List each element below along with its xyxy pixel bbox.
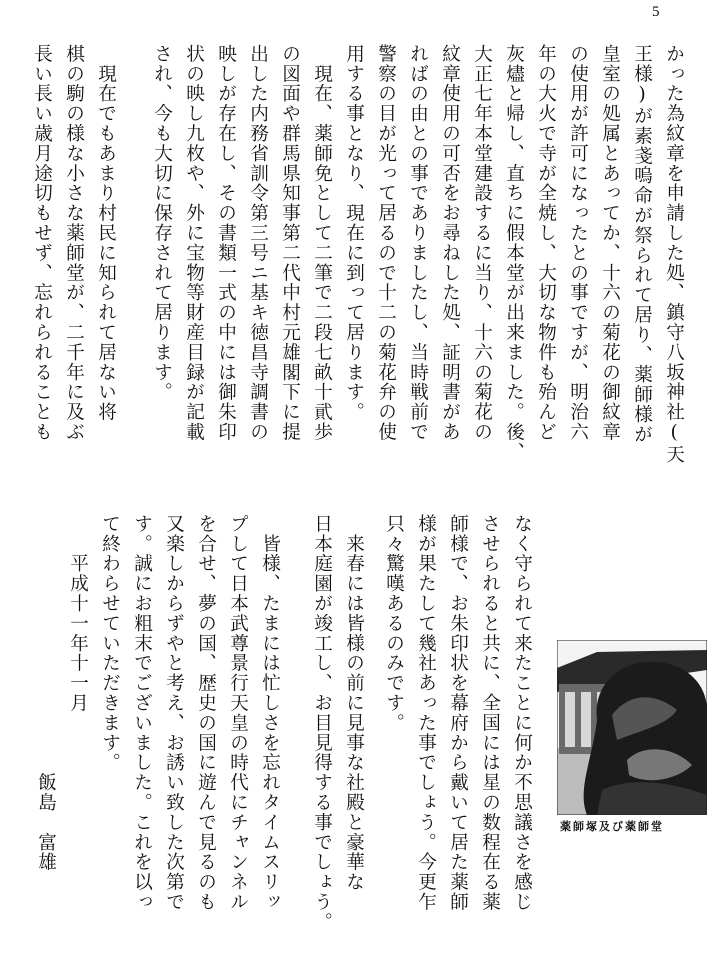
text-column: 灰燼と帰し、直ちに假本堂が出来ました。後、 bbox=[503, 44, 525, 462]
text-column: の使用が許可になったとの事ですが、明治六 bbox=[567, 44, 589, 442]
text-column: 棋の駒の様な小さな薬師堂が、二千年に及ぶ bbox=[63, 44, 85, 442]
text-column: 師様で、お朱印状を幕府から戴いて居た薬師 bbox=[447, 514, 469, 912]
text-column: 王様)が素戔嗚命が祭られて居り、薬師様が bbox=[631, 44, 653, 445]
text-column: ればの由との事でありましたし、当時戦前で bbox=[407, 44, 429, 442]
text-column: され、今も大切に保存されて居ります。 bbox=[151, 44, 173, 403]
text-column: 皇室の処属とあってか、十六の菊花の御紋章 bbox=[599, 44, 621, 442]
text-column: 来春には皆様の前に見事な社殿と豪華な bbox=[343, 514, 365, 893]
photo-caption: 薬師塚及び薬師堂 bbox=[560, 820, 664, 833]
temple-photo bbox=[557, 640, 707, 815]
text-column: を合せ、夢の国、歴史の国に遊んで見るのも bbox=[195, 514, 217, 912]
text-column: 日本庭園が竣工し、お目見得する事でしょう。 bbox=[311, 514, 333, 932]
text-column: かった為紋章を申請した処、鎮守八坂神社(天 bbox=[663, 44, 685, 465]
author-column: 飯島 富雄 bbox=[35, 514, 57, 873]
text-column: 現在、薬師免として二筆で二段七畝十貮歩 bbox=[311, 44, 333, 442]
text-column: させられると共に、全国には星の数程在る薬 bbox=[479, 514, 501, 912]
text-column: す。誠にお粗末でございました。これを以っ bbox=[131, 514, 153, 912]
page-number: 5 bbox=[652, 4, 660, 20]
text-column: 皆様、たまには忙しさを忘れタイムスリッ bbox=[259, 514, 281, 912]
text-column: 現在でもあまり村民に知られて居ない将 bbox=[95, 44, 117, 423]
text-column: て終わらせていただきます。 bbox=[99, 514, 121, 773]
text-column: プして日本武尊景行天皇の時代にチャンネル bbox=[227, 514, 249, 912]
text-column: 年の大火で寺が全焼し、大切な物件も殆んど bbox=[535, 44, 557, 442]
text-column: 大正七年本堂建設するに当り、十六の菊花の bbox=[471, 44, 493, 442]
text-column: 映しが存在し、その書類一式の中には御朱印 bbox=[215, 44, 237, 442]
text-column: 又楽しからずやと考え、お誘い致した次第で bbox=[163, 514, 185, 912]
text-column: なく守られて来たことに何か不思議さを感じ bbox=[511, 514, 533, 912]
text-column: 様が果たして幾社あった事でしょう。今更乍 bbox=[415, 514, 437, 912]
text-column: 用する事となり、現在に到って居ります。 bbox=[343, 44, 365, 423]
text-column: 状の映し九枚や、外に宝物等財産目録が記載 bbox=[183, 44, 205, 442]
text-column: の図面や群馬県知事第二代中村元雄閣下に提 bbox=[279, 44, 301, 442]
date-column: 平成十一年十一月 bbox=[67, 514, 89, 713]
text-column: 出した内務省訓令第三号ニ基キ徳昌寺調書の bbox=[247, 44, 269, 442]
text-column: 只々驚嘆あるのみです。 bbox=[383, 514, 405, 733]
text-column: 紋章使用の可否をお尋ねした処、証明書があ bbox=[439, 44, 461, 442]
text-column: 警察の目が光って居るので十二の菊花弁の使 bbox=[375, 44, 397, 442]
text-column: 長い長い歳月途切もせず、忘れられることも bbox=[31, 44, 53, 442]
